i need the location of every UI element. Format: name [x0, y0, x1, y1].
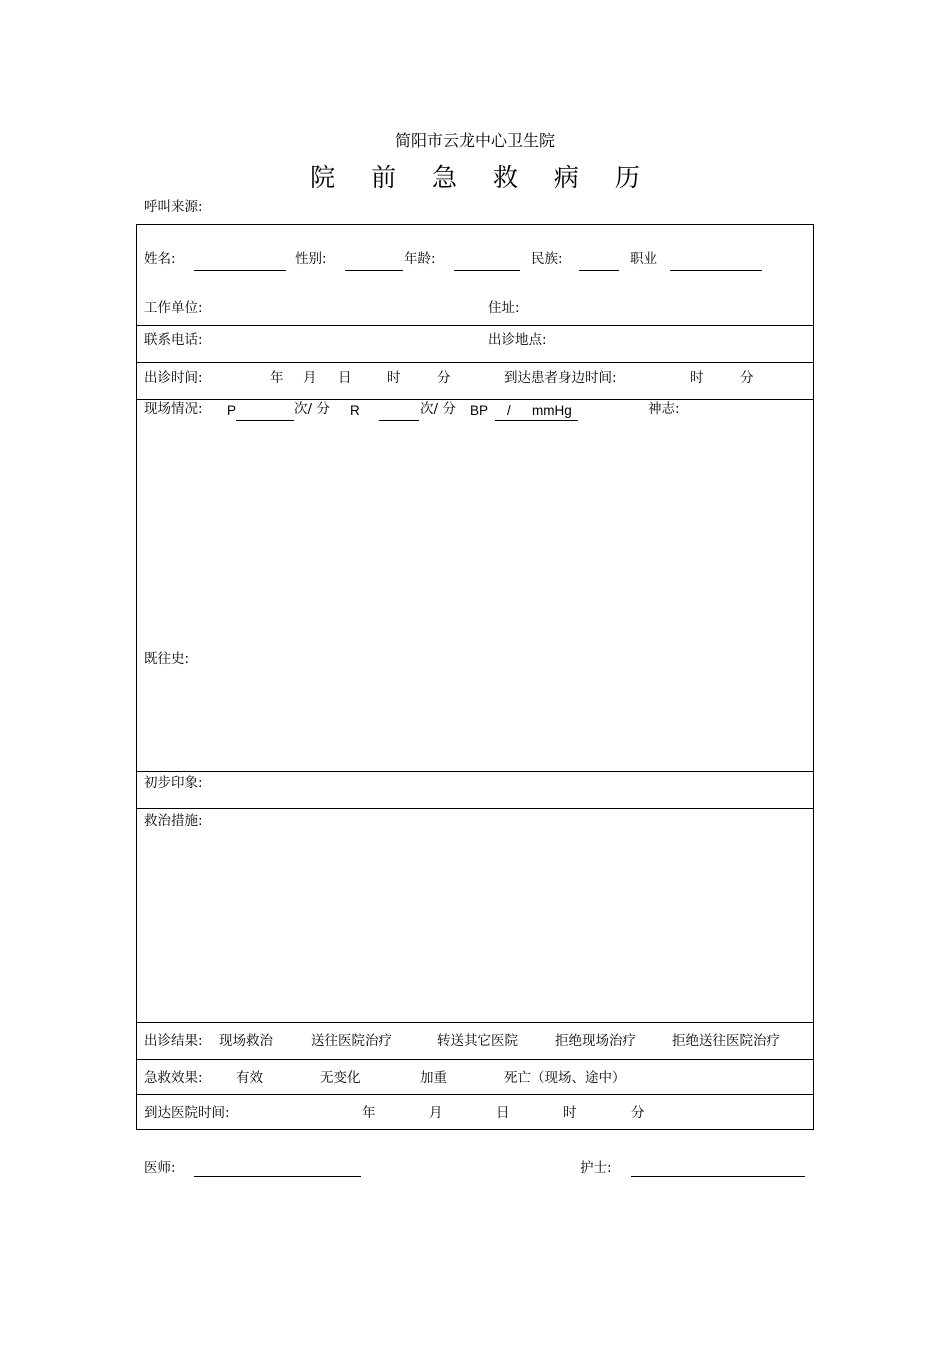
effect-option[interactable]: 死亡（现场、途中） [504, 1070, 626, 1086]
hospital-arrival-label: 到达医院时间: [144, 1105, 230, 1121]
address-label: 住址: [488, 300, 520, 316]
hospital-arrival-minute: 分 [631, 1105, 645, 1121]
occupation-field[interactable] [670, 270, 762, 271]
name-label: 姓名: [144, 251, 176, 267]
arrival-minute: 分 [740, 370, 754, 386]
history-label: 既往史: [144, 651, 190, 667]
pulse-label: P [227, 403, 237, 418]
phone-label: 联系电话: [144, 332, 203, 348]
form-table [136, 224, 814, 1130]
row-divider [136, 399, 814, 400]
bp-separator: / [507, 403, 511, 418]
bp-field[interactable] [495, 420, 578, 421]
outcome-option[interactable]: 送往医院治疗 [311, 1033, 392, 1049]
impression-label: 初步印象: [144, 775, 203, 791]
visit-minute: 分 [437, 370, 451, 386]
row-divider [136, 808, 814, 809]
hospital-arrival-month: 月 [429, 1105, 443, 1121]
outcome-option[interactable]: 转送其它医院 [437, 1033, 518, 1049]
age-field[interactable] [454, 270, 520, 271]
outcome-option[interactable]: 现场救治 [219, 1033, 273, 1049]
resp-label: R [350, 403, 360, 418]
document-title: 院 前 急 救 病 历 [310, 163, 654, 192]
workplace-label: 工作单位: [144, 300, 203, 316]
hospital-arrival-day: 日 [496, 1105, 510, 1121]
visit-day: 日 [338, 370, 352, 386]
hospital-name: 简阳市云龙中心卫生院 [394, 131, 555, 150]
row-divider [136, 1059, 814, 1060]
row-divider [136, 771, 814, 772]
nurse-label: 护士: [580, 1160, 612, 1176]
row-divider [136, 362, 814, 363]
resp-unit: 次/ 分 [420, 401, 456, 417]
ethnicity-label: 民族: [531, 251, 563, 267]
effect-label: 急救效果: [144, 1070, 203, 1086]
name-field[interactable] [194, 270, 286, 271]
gender-field[interactable] [345, 270, 403, 271]
visit-month: 月 [303, 370, 317, 386]
outcome-option[interactable]: 拒绝送往医院治疗 [672, 1033, 780, 1049]
row-divider [136, 325, 814, 326]
outcome-option[interactable]: 拒绝现场治疗 [555, 1033, 636, 1049]
bp-label: BP [470, 403, 489, 418]
bp-unit: mmHg [532, 403, 572, 418]
visit-time-label: 出诊时间: [144, 370, 203, 386]
age-label: 年龄: [404, 251, 436, 267]
row-divider [136, 1094, 814, 1095]
doctor-signature-field[interactable] [194, 1176, 361, 1177]
treatment-label: 救治措施: [144, 813, 203, 829]
scene-label: 现场情况: [144, 401, 203, 417]
arrival-time-label: 到达患者身边时间: [504, 370, 617, 386]
effect-option[interactable]: 无变化 [320, 1070, 361, 1086]
visit-hour: 时 [387, 370, 401, 386]
consciousness-label: 神志: [648, 401, 680, 417]
hospital-arrival-hour: 时 [563, 1105, 577, 1121]
ethnicity-field[interactable] [579, 270, 619, 271]
pulse-field[interactable] [236, 420, 294, 421]
outcome-label: 出诊结果: [144, 1033, 203, 1049]
nurse-signature-field[interactable] [631, 1176, 805, 1177]
row-divider [136, 1022, 814, 1023]
hospital-arrival-year: 年 [362, 1105, 376, 1121]
visit-location-label: 出诊地点: [488, 332, 547, 348]
visit-year: 年 [270, 370, 284, 386]
occupation-label: 职业 [630, 251, 657, 267]
call-source-label: 呼叫来源: [144, 199, 203, 215]
resp-field[interactable] [379, 420, 419, 421]
effect-option[interactable]: 有效 [236, 1070, 263, 1086]
pulse-unit: 次/ 分 [294, 401, 330, 417]
gender-label: 性别: [295, 251, 327, 267]
doctor-label: 医师: [144, 1160, 176, 1176]
arrival-hour: 时 [690, 370, 704, 386]
effect-option[interactable]: 加重 [420, 1070, 447, 1086]
